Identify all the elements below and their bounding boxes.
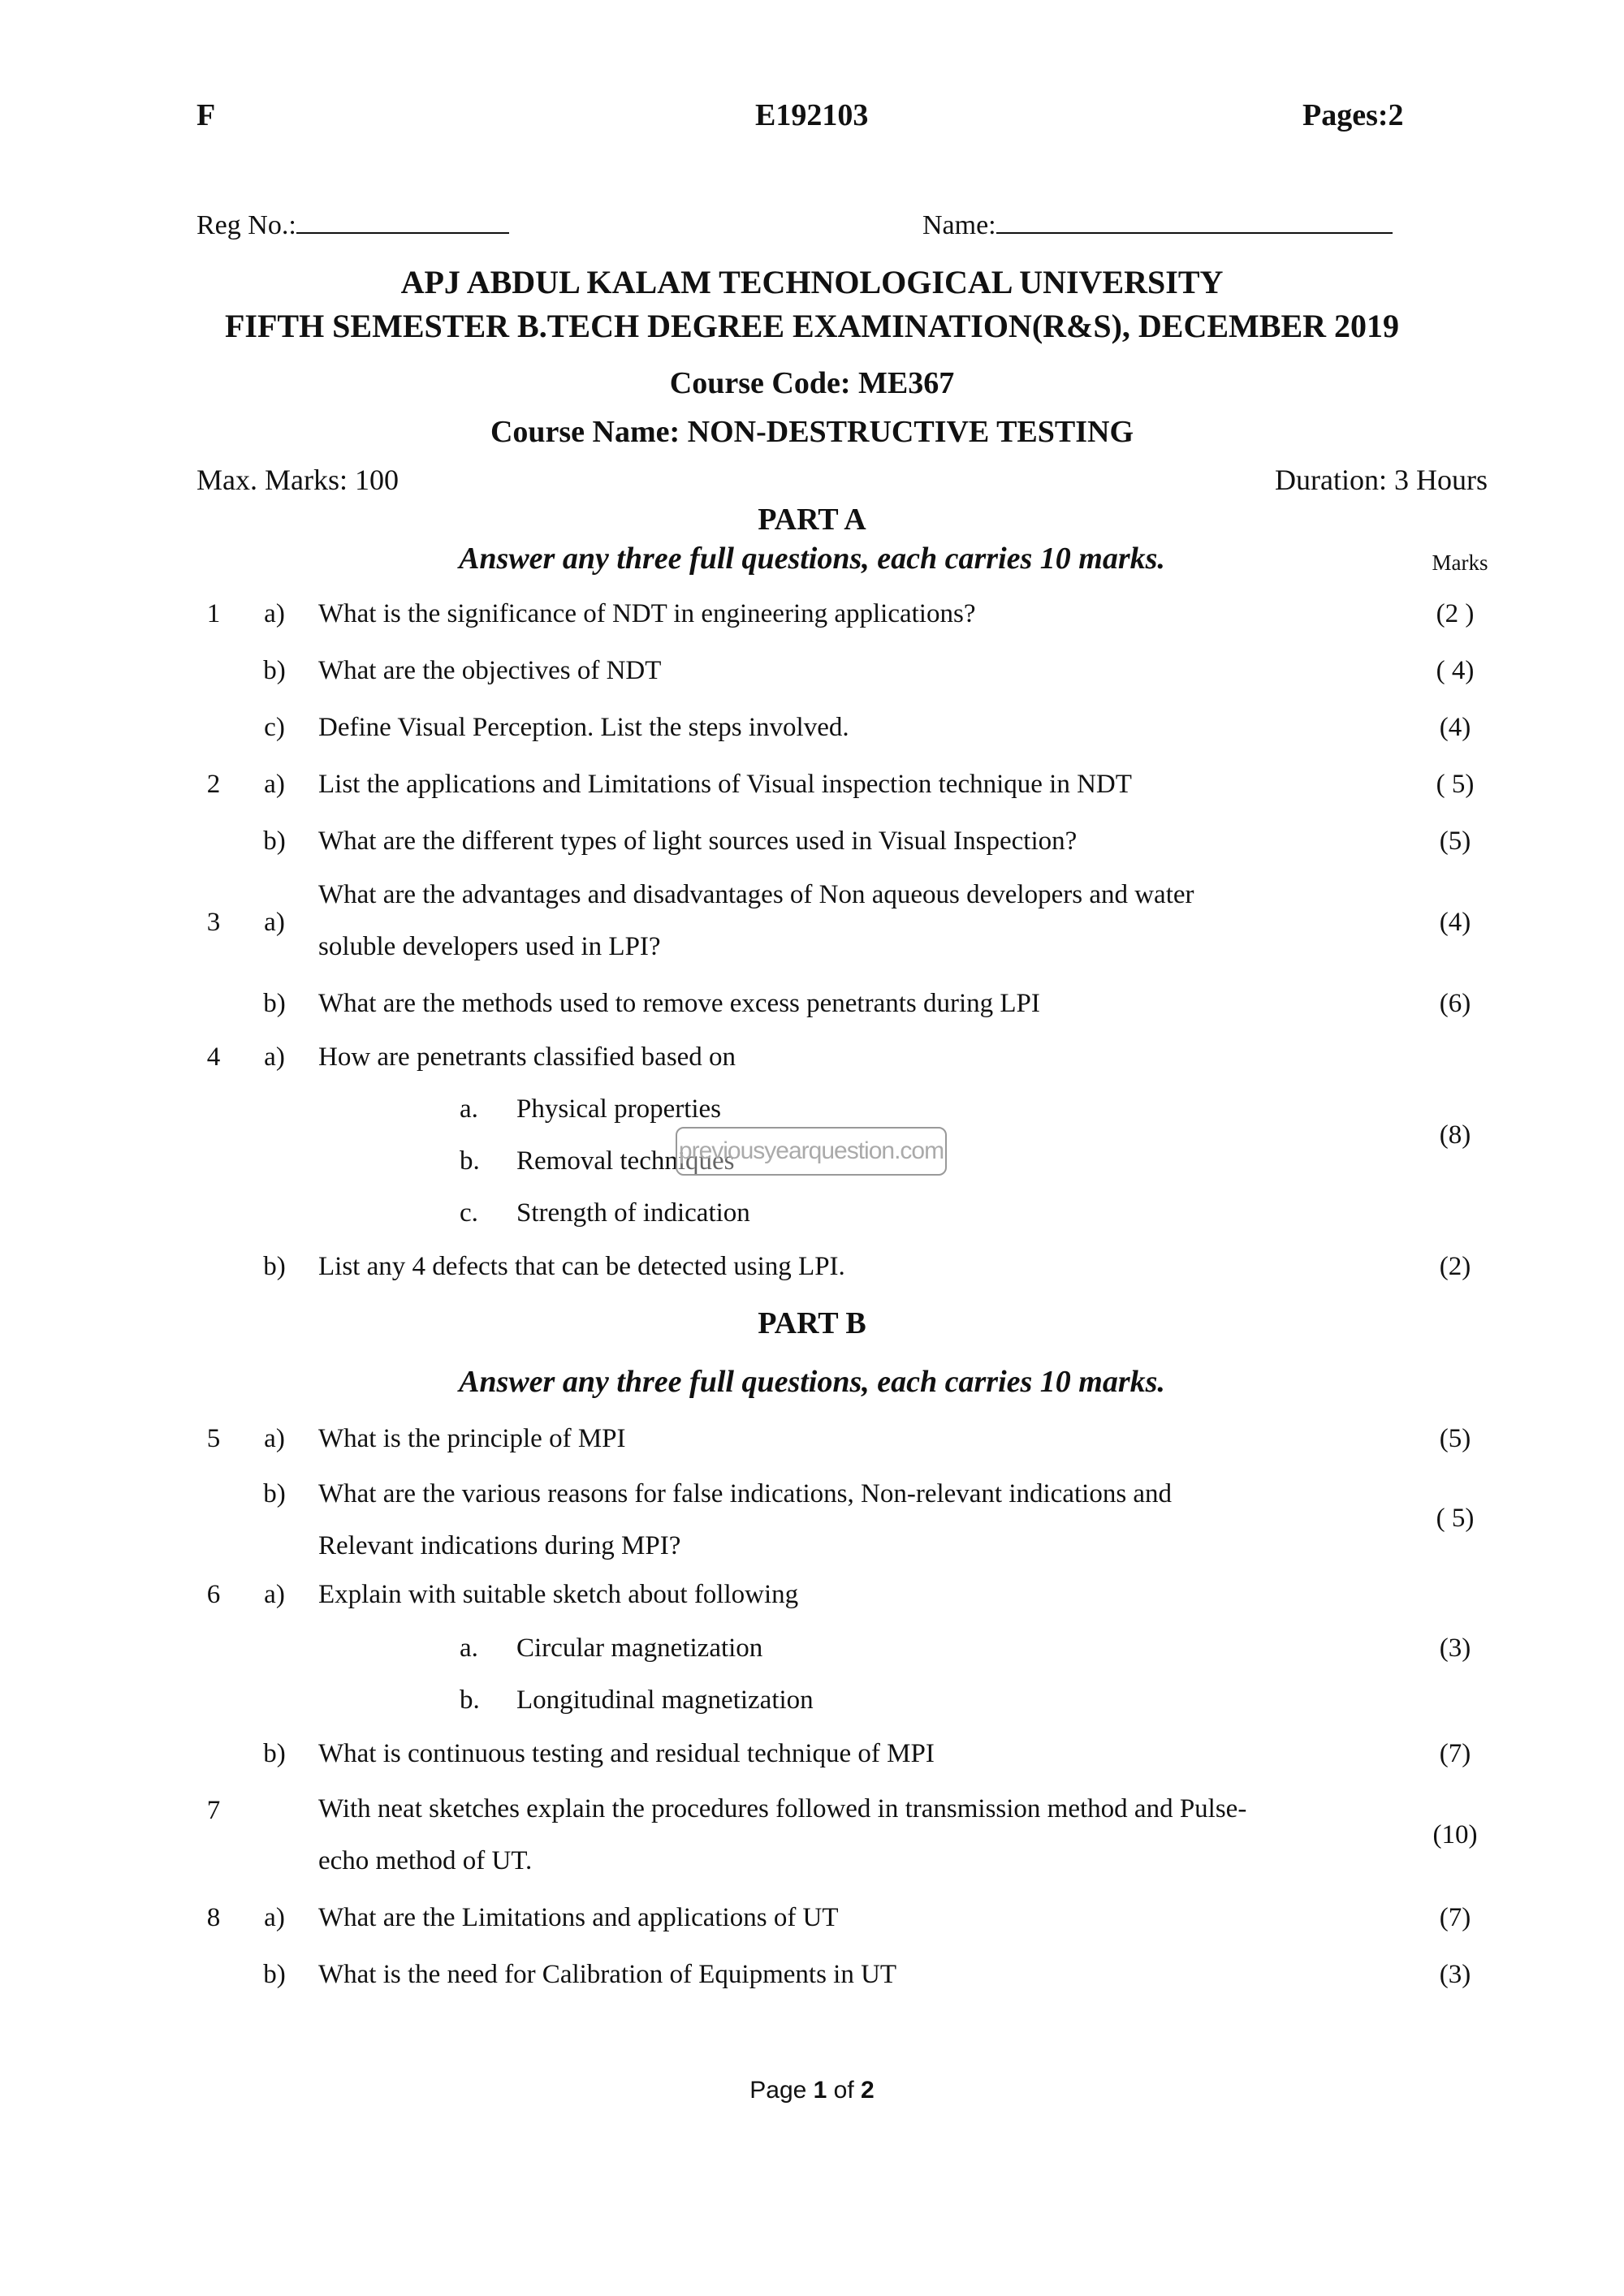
question-number: 6: [206, 1580, 221, 1609]
question-part: a): [264, 1580, 285, 1609]
question-part: a): [264, 1424, 285, 1453]
question-text: Define Visual Perception. List the steps involved.: [318, 713, 849, 742]
question-marks: ( 4): [1436, 656, 1475, 685]
option-text: Longitudinal magnetization: [516, 1685, 814, 1715]
name-label: Name:: [922, 210, 996, 240]
question-marks: ( 5): [1436, 1504, 1475, 1533]
question-text: List any 4 defects that can be detected using LPI.: [318, 1252, 845, 1281]
footer-middle: of: [827, 2077, 862, 2104]
question-part: a): [264, 908, 285, 937]
course-name: Course Name: NON-DESTRUCTIVE TESTING: [490, 415, 1134, 449]
max-marks: Max. Marks: 100: [197, 464, 399, 496]
option-label: a.: [460, 1634, 478, 1663]
question-part: b): [263, 656, 286, 685]
page-footer: [0, 2077, 1624, 2104]
question-part: b): [263, 1252, 286, 1281]
question-text: What is the need for Calibration of Equipments in UT: [318, 1960, 897, 1989]
question-marks: (8): [1439, 1120, 1471, 1150]
part-b-title: PART B: [758, 1306, 866, 1340]
page-count: Pages:2: [1302, 98, 1404, 132]
question-part: a): [264, 1903, 285, 1932]
footer-total-pages: 2: [861, 2077, 875, 2104]
option-text: Strength of indication: [516, 1198, 750, 1228]
paper-code: E192103: [755, 98, 869, 132]
question-marks: (3): [1439, 1634, 1471, 1663]
question-text: How are penetrants classified based on: [318, 1042, 736, 1072]
question-part: a): [264, 770, 285, 799]
question-marks: (2 ): [1436, 599, 1475, 628]
reg-no-field: [197, 209, 509, 241]
question-number: 8: [206, 1903, 221, 1932]
option-label: a.: [460, 1094, 478, 1124]
question-part: b): [263, 1960, 286, 1989]
part-a-title: PART A: [758, 503, 866, 537]
question-text: List the applications and Limitations of Visual inspection technique in NDT: [318, 770, 1132, 799]
question-text: What are the various reasons for false indications, Non-relevant indications and: [318, 1479, 1173, 1508]
question-text: What are the advantages and disadvantages of Non aqueous developers and water: [318, 880, 1194, 909]
question-text: What are the methods used to remove excess penetrants during LPI: [318, 989, 1040, 1018]
option-label: b.: [460, 1146, 480, 1176]
question-number: 7: [206, 1796, 221, 1825]
course-code: Course Code: ME367: [669, 366, 955, 400]
question-number: 2: [206, 770, 221, 799]
question-marks: (3): [1439, 1960, 1471, 1989]
question-text-continued: soluble developers used in LPI?: [318, 932, 661, 961]
question-part: b): [263, 1739, 286, 1768]
question-marks: ( 5): [1436, 770, 1475, 799]
name-field: [922, 209, 1393, 241]
name-blank: [996, 209, 1393, 234]
question-marks: (2): [1439, 1252, 1471, 1281]
question-marks: (10): [1432, 1820, 1478, 1849]
question-marks: (4): [1439, 713, 1471, 742]
question-part: a): [264, 599, 285, 628]
footer-prefix: Page: [749, 2077, 814, 2104]
question-text: What are the different types of light sources used in Visual Inspection?: [318, 826, 1078, 856]
option-label: b.: [460, 1685, 480, 1715]
question-text: What is continuous testing and residual technique of MPI: [318, 1739, 935, 1768]
question-marks: (7): [1439, 1739, 1471, 1768]
question-text: What is the significance of NDT in engineering applications?: [318, 599, 976, 628]
part-a-instruction: Answer any three full questions, each carries 10 marks.: [459, 542, 1165, 576]
question-text-continued: echo method of UT.: [318, 1846, 533, 1875]
option-text: Removal techniques: [516, 1146, 735, 1176]
question-text: What are the Limitations and applications of UT: [318, 1903, 839, 1932]
option-text: Circular magnetization: [516, 1634, 763, 1663]
footer-current-page: 1: [813, 2077, 827, 2104]
question-number: 4: [206, 1042, 221, 1072]
reg-no-label: Reg No.:: [197, 210, 296, 240]
marks-column-header: Marks: [1432, 550, 1488, 575]
reg-no-blank: [296, 209, 509, 234]
question-text: Explain with suitable sketch about following: [318, 1580, 799, 1609]
question-part: c): [264, 713, 285, 742]
paper-set: F: [197, 98, 216, 132]
question-marks: (5): [1439, 826, 1471, 856]
option-label: c.: [460, 1198, 478, 1228]
question-text-continued: Relevant indications during MPI?: [318, 1531, 681, 1560]
university-title: APJ ABDUL KALAM TECHNOLOGICAL UNIVERSITY: [400, 264, 1224, 300]
question-part: a): [264, 1042, 285, 1072]
question-marks: (7): [1439, 1903, 1471, 1932]
question-text: What are the objectives of NDT: [318, 656, 662, 685]
part-b-instruction: Answer any three full questions, each carries 10 marks.: [459, 1365, 1165, 1399]
question-number: 3: [206, 908, 221, 937]
question-part: b): [263, 989, 286, 1018]
question-text: With neat sketches explain the procedures followed in transmission method and Pulse-: [318, 1794, 1247, 1823]
exam-title: FIFTH SEMESTER B.TECH DEGREE EXAMINATION(R&S), DECEMBER 2019: [224, 308, 1400, 344]
question-number: 1: [206, 599, 221, 628]
question-part: b): [263, 826, 286, 856]
option-text: Physical properties: [516, 1094, 722, 1124]
question-marks: (4): [1439, 908, 1471, 937]
duration: Duration: 3 Hours: [1275, 464, 1488, 496]
question-marks: (5): [1439, 1424, 1471, 1453]
question-text: What is the principle of MPI: [318, 1424, 626, 1453]
question-marks: (6): [1439, 989, 1471, 1018]
question-part: b): [263, 1479, 286, 1508]
watermark-stamp: previousyearquestion.com: [676, 1127, 947, 1176]
question-number: 5: [206, 1424, 221, 1453]
